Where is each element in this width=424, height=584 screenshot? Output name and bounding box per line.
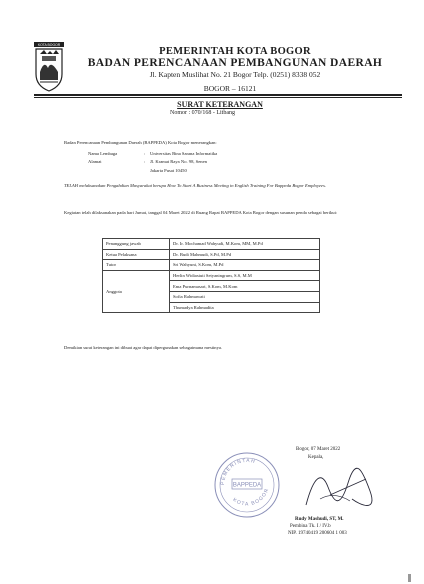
table-cell-name: Ema Purnamasari, S.Kom, M.Kom xyxy=(170,281,320,292)
paragraph-closing: Demikian surat keterangan ini dibuat agar dapat dipergunakan sebagaimana mestinya. xyxy=(64,345,223,350)
table-cell-name: Thumadya Rahmadita xyxy=(170,302,320,313)
paragraph-intro: Badan Perencanaan Pembangunan Daerah (BAPPEDA) Kota Bogor menerangkan: xyxy=(64,140,217,145)
scan-artifact xyxy=(408,574,411,582)
signer-rank: Pembina Tk. I / IV.b xyxy=(290,524,331,529)
field-value: Universitas Bina Sarana Informatika xyxy=(150,151,218,156)
table-row xyxy=(103,249,320,260)
field-colon: : xyxy=(144,151,146,156)
signature-role: Kepala, xyxy=(308,455,324,460)
signature-place-date: Bogor, 07 Maret 2022 xyxy=(296,447,341,452)
table-row xyxy=(103,260,320,271)
table-cell-role: Ketua Pelaksana xyxy=(103,249,170,260)
table-cell-role: Tutor xyxy=(103,260,170,271)
table-cell-role: Penanggung jawab xyxy=(103,239,170,250)
svg-text:KOTA BOGOR: KOTA BOGOR xyxy=(37,43,61,47)
header-rule-thick xyxy=(34,94,402,96)
field-value: Jakarta Pusat 10450 xyxy=(150,168,187,173)
letterhead-line2: BADAN PERENCANAAN PEMBANGUNAN DAERAH xyxy=(87,57,383,69)
table-row xyxy=(103,270,320,281)
table-cell-name: Sri Wahyuni, S.Kom, M.Pd xyxy=(170,260,320,271)
svg-text:BAPPEDA: BAPPEDA xyxy=(232,482,262,489)
paragraph-schedule: Kegiatan telah dilaksanakan pada hari Jumat, tanggal 04 Maret 2022 di Ruang Rapat BAPPEDA Kota Bogor dengan susunan penda sebagai berikut: xyxy=(64,210,338,215)
svg-text:PEMERINTAH: PEMERINTAH xyxy=(219,457,257,486)
signer-nip: NIP. 19740419 200604 1 003 xyxy=(288,531,347,536)
document-number: Nomor : 070/168 - Litbang xyxy=(170,110,235,116)
letterhead-line1: PEMERINTAH KOTA BOGOR xyxy=(159,46,311,57)
table-cell-role: Anggota xyxy=(103,270,170,312)
committee-table xyxy=(102,238,320,313)
letterhead-postal: BOGOR – 16121 xyxy=(203,84,257,93)
field-label: Alamat xyxy=(88,159,102,164)
field-value: Jl. Kramat Raya No. 98, Senen xyxy=(150,159,207,164)
table-cell-name: Dr. Ir. Mochamad Wahyudi, M.Kom, MM, M.Pd xyxy=(170,239,320,250)
field-label: Nama Lembaga xyxy=(88,151,118,156)
table-cell-name: Sofia Rahmawati xyxy=(170,291,320,302)
letterhead-address: Jl. Kapten Muslihat No. 21 Bogor Telp. (0251) 8338 052 xyxy=(149,70,321,79)
official-stamp xyxy=(212,450,282,520)
table-cell-name: Herlin Widiastuti Setyaningrum, S.S, M.M xyxy=(170,270,320,281)
field-colon: : xyxy=(144,159,146,164)
handwritten-signature xyxy=(300,465,380,513)
document-title: SURAT KETERANGAN xyxy=(177,100,263,109)
signer-name: Rudy Mashudi, ST, M. xyxy=(295,517,344,522)
table-row xyxy=(103,239,320,250)
svg-text:KOTA BOGOR: KOTA BOGOR xyxy=(231,487,271,508)
table-cell-name: Dr. Budi Mahmudi, S.Pd, M.Pd xyxy=(170,249,320,260)
kota-bogor-logo xyxy=(34,42,64,92)
header-rule-thin xyxy=(34,97,402,98)
paragraph-activity: TELAH melaksanakan Pengabdian Masyarakat berupa How To Start A Business Meeting in English Training For Bappeda Bogor Employees. xyxy=(64,183,326,188)
